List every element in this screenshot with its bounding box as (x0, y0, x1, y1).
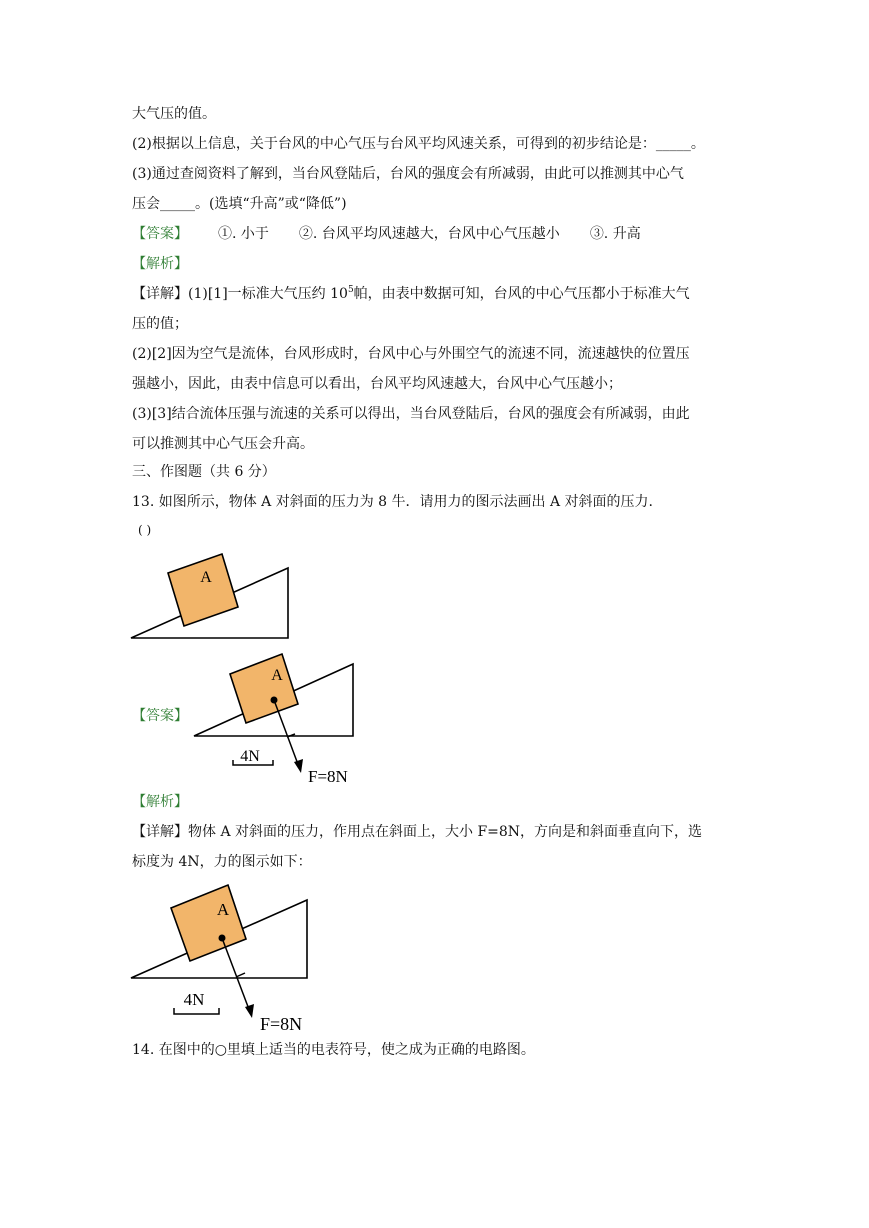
q13-question: 13. 如图所示，物体 A 对斜面的压力为 8 牛．请用力的图示法画出 A 对斜面的压力. (132, 494, 653, 510)
answer-tag: 【答案】 (132, 708, 188, 724)
exponent: 5 (347, 285, 354, 295)
scale-label: 4N (240, 748, 260, 765)
q12-detail-6: 可以推测其中心气压会升高。 (132, 436, 314, 452)
analysis-tag: 【解析】 (132, 256, 188, 272)
force-label: F=8N (260, 1014, 303, 1034)
block-label: A (216, 900, 230, 919)
answer-tag: 【答案】 (132, 226, 188, 242)
q12-line-4: 压会_____。(选填“升高”或“降低”) (132, 196, 347, 212)
incline-figure (126, 548, 296, 646)
q12-line-3: (3)通过查阅资料了解到，当台风登陆后，台风的强度会有所减弱，由此可以推测其中心气 (132, 166, 684, 182)
arrowhead (245, 1004, 254, 1018)
answer-1: ①. 小于 (218, 226, 269, 242)
detail-text: 【详解】(1)[1]一标准大气压约 10 (132, 286, 348, 302)
q12-detail-5: (3)[3]结合流体压强与流速的关系可以得出，当台风登陆后，台风的强度会有所减弱，由此 (132, 406, 690, 422)
arrowhead (294, 759, 303, 773)
scale-label: 4N (183, 990, 205, 1009)
q12-line-2: (2)根据以上信息，关于台风的中心气压与台风平均风速关系，可得到的初步结论是：_____。 (132, 136, 705, 152)
force-label: F=8N (308, 767, 348, 786)
q14-question: 14. 在图中的○里填上适当的电表符号，使之成为正确的电路图。 (132, 1042, 535, 1058)
detail-text: 帕，由表中数据可知，台风的中心气压都小于标准大气 (353, 286, 690, 302)
analysis-tag: 【解析】 (132, 794, 188, 810)
q12-detail-4: 强越小，因此，由表中信息可以看出，台风平均风速越大，台风中心气压越小； (132, 376, 622, 392)
q12-detail-3: (2)[2]因为空气是流体，台风形成时，台风中心与外围空气的流速不同，流速越快的位置压 (132, 346, 690, 362)
section-title: 三、作图题（共 6 分） (132, 464, 276, 480)
q13-detail-1: 【详解】物体 A 对斜面的压力，作用点在斜面上，大小 F=8N，方向是和斜面垂直向下，选 (132, 824, 703, 840)
analysis-figure (126, 880, 326, 1035)
block-label: A (271, 667, 283, 684)
block-label: A (200, 569, 212, 586)
answer-figure (190, 648, 370, 788)
answer-3: ③. 升高 (589, 226, 641, 242)
q12-line-1: 大气压的值。 (132, 106, 216, 122)
answer-blank: ( ) (138, 523, 152, 537)
q12-detail-1 (132, 284, 690, 306)
q13-detail-2: 标度为 4N，力的图示如下： (132, 854, 312, 870)
answer-2: ②. 台风平均风速越大，台风中心气压越小 (298, 226, 560, 242)
q12-detail-2: 压的值； (132, 316, 188, 332)
q12-answer-line (132, 224, 641, 244)
